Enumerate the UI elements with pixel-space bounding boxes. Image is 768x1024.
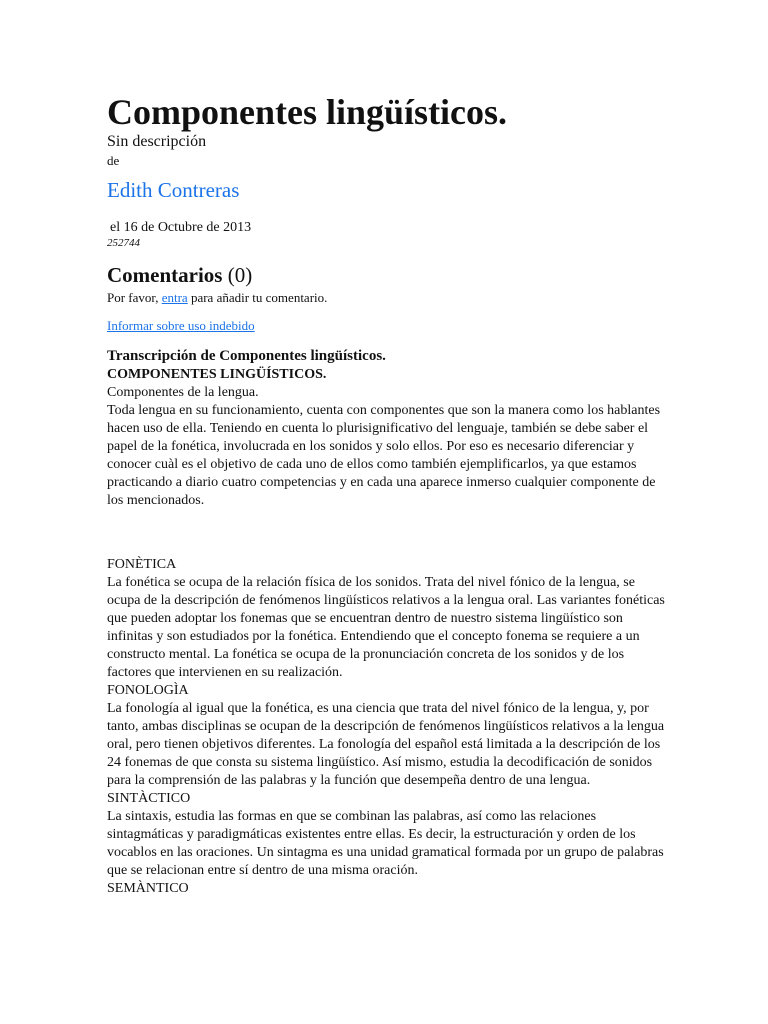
view-count: 252744 <box>107 237 140 249</box>
section-text-fonologia: La fonología al igual que la fonética, es una ciencia que trata del nivel fónico de la lengua, y, por tanto, ambas disciplinas se ocupan de la descripción de fenómenos lingüísticos relativos a la lengua oral, pero tienen objetivos diferentes. La fonología del español está limitada a la descripción de los 24 fonemas de que consta su sistema lingüístico. Así mismo, estudia la decodificación de sonidos para la comprensión de las palabras y la función que desempeña dentro de una lengua. <box>107 701 665 788</box>
description: Sin descripción <box>107 133 207 150</box>
section-title-semantico: SEMÀNTICO <box>107 881 189 896</box>
section-title-fonologia: FONOLOGÌA <box>107 683 189 698</box>
comments-heading <box>107 262 252 288</box>
login-prompt-before: Por favor, <box>107 290 159 305</box>
publish-date: el 16 de Octubre de 2013 <box>110 220 252 235</box>
document-heading: COMPONENTES LINGÜÍSTICOS. <box>107 367 327 382</box>
section-title-sintactico: SINTÀCTICO <box>107 791 191 806</box>
section-title-fonetica: FONÈTICA <box>107 557 177 572</box>
comments-heading-label: Comentarios <box>107 263 223 287</box>
login-prompt <box>107 289 327 307</box>
section-text-sintactico: La sintaxis, estudia las formas en que se combinan las palabras, así como las relaciones sintagmáticas y paradigmáticas existentes entre ellas. Es decir, la estructuración y orden de los vocablos en las oraciones. Un sintagma es una unidad gramatical formada por un grupo de palabras que se relacionan entre sí dentro de una misma oración. <box>107 809 664 878</box>
login-prompt-after: para añadir tu comentario. <box>190 290 328 305</box>
login-link[interactable]: entra <box>161 290 188 305</box>
transcript <box>107 346 667 898</box>
report-abuse-link[interactable]: Informar sobre uso indebido <box>107 318 255 333</box>
page-title: Componentes lingüísticos. <box>107 92 508 132</box>
intro-text: Toda lengua en su funcionamiento, cuenta con componentes que son la manera como los hablantes hacen uso de ella. Teniendo en cuenta lo plurisignificativo del lenguaje, también se debe saber el papel de la fonética, involucrada en los sonidos y solo ellos. Por eso es necesario diferenciar y conocer cuàl es el objetivo de cada uno de ellos como también ejemplificarlos, ya que estamos practicando a diario cuatro competencias y en cada una aparece inmerso cualquier componente de los mencionados. <box>107 403 661 508</box>
transcript-title: Transcripción de Componentes lingüísticos. <box>107 348 386 364</box>
intro-label: Componentes de la lengua. <box>107 385 259 400</box>
by-label: de <box>107 153 120 168</box>
author-link[interactable]: Edith Contreras <box>107 178 240 202</box>
section-text-fonetica: La fonética se ocupa de la relación física de los sonidos. Trata del nivel fónico de la lengua, se ocupa de la descripción de fenómenos lingüísticos relativos a la lengua oral. Las variantes fonéticas que pueden adoptar los fonemas que se encuentran dentro de nuestro sistema lingüístico son infinitas y son estudiados por la fonética. Entendiendo que el concepto fonema se requiere a un constructo mental. La fonética se ocupa de la pronunciación concreta de los sonidos y de los factores que intervienen en su realización. <box>107 575 665 680</box>
comments-count: (0) <box>227 263 253 287</box>
spacer <box>107 510 667 556</box>
